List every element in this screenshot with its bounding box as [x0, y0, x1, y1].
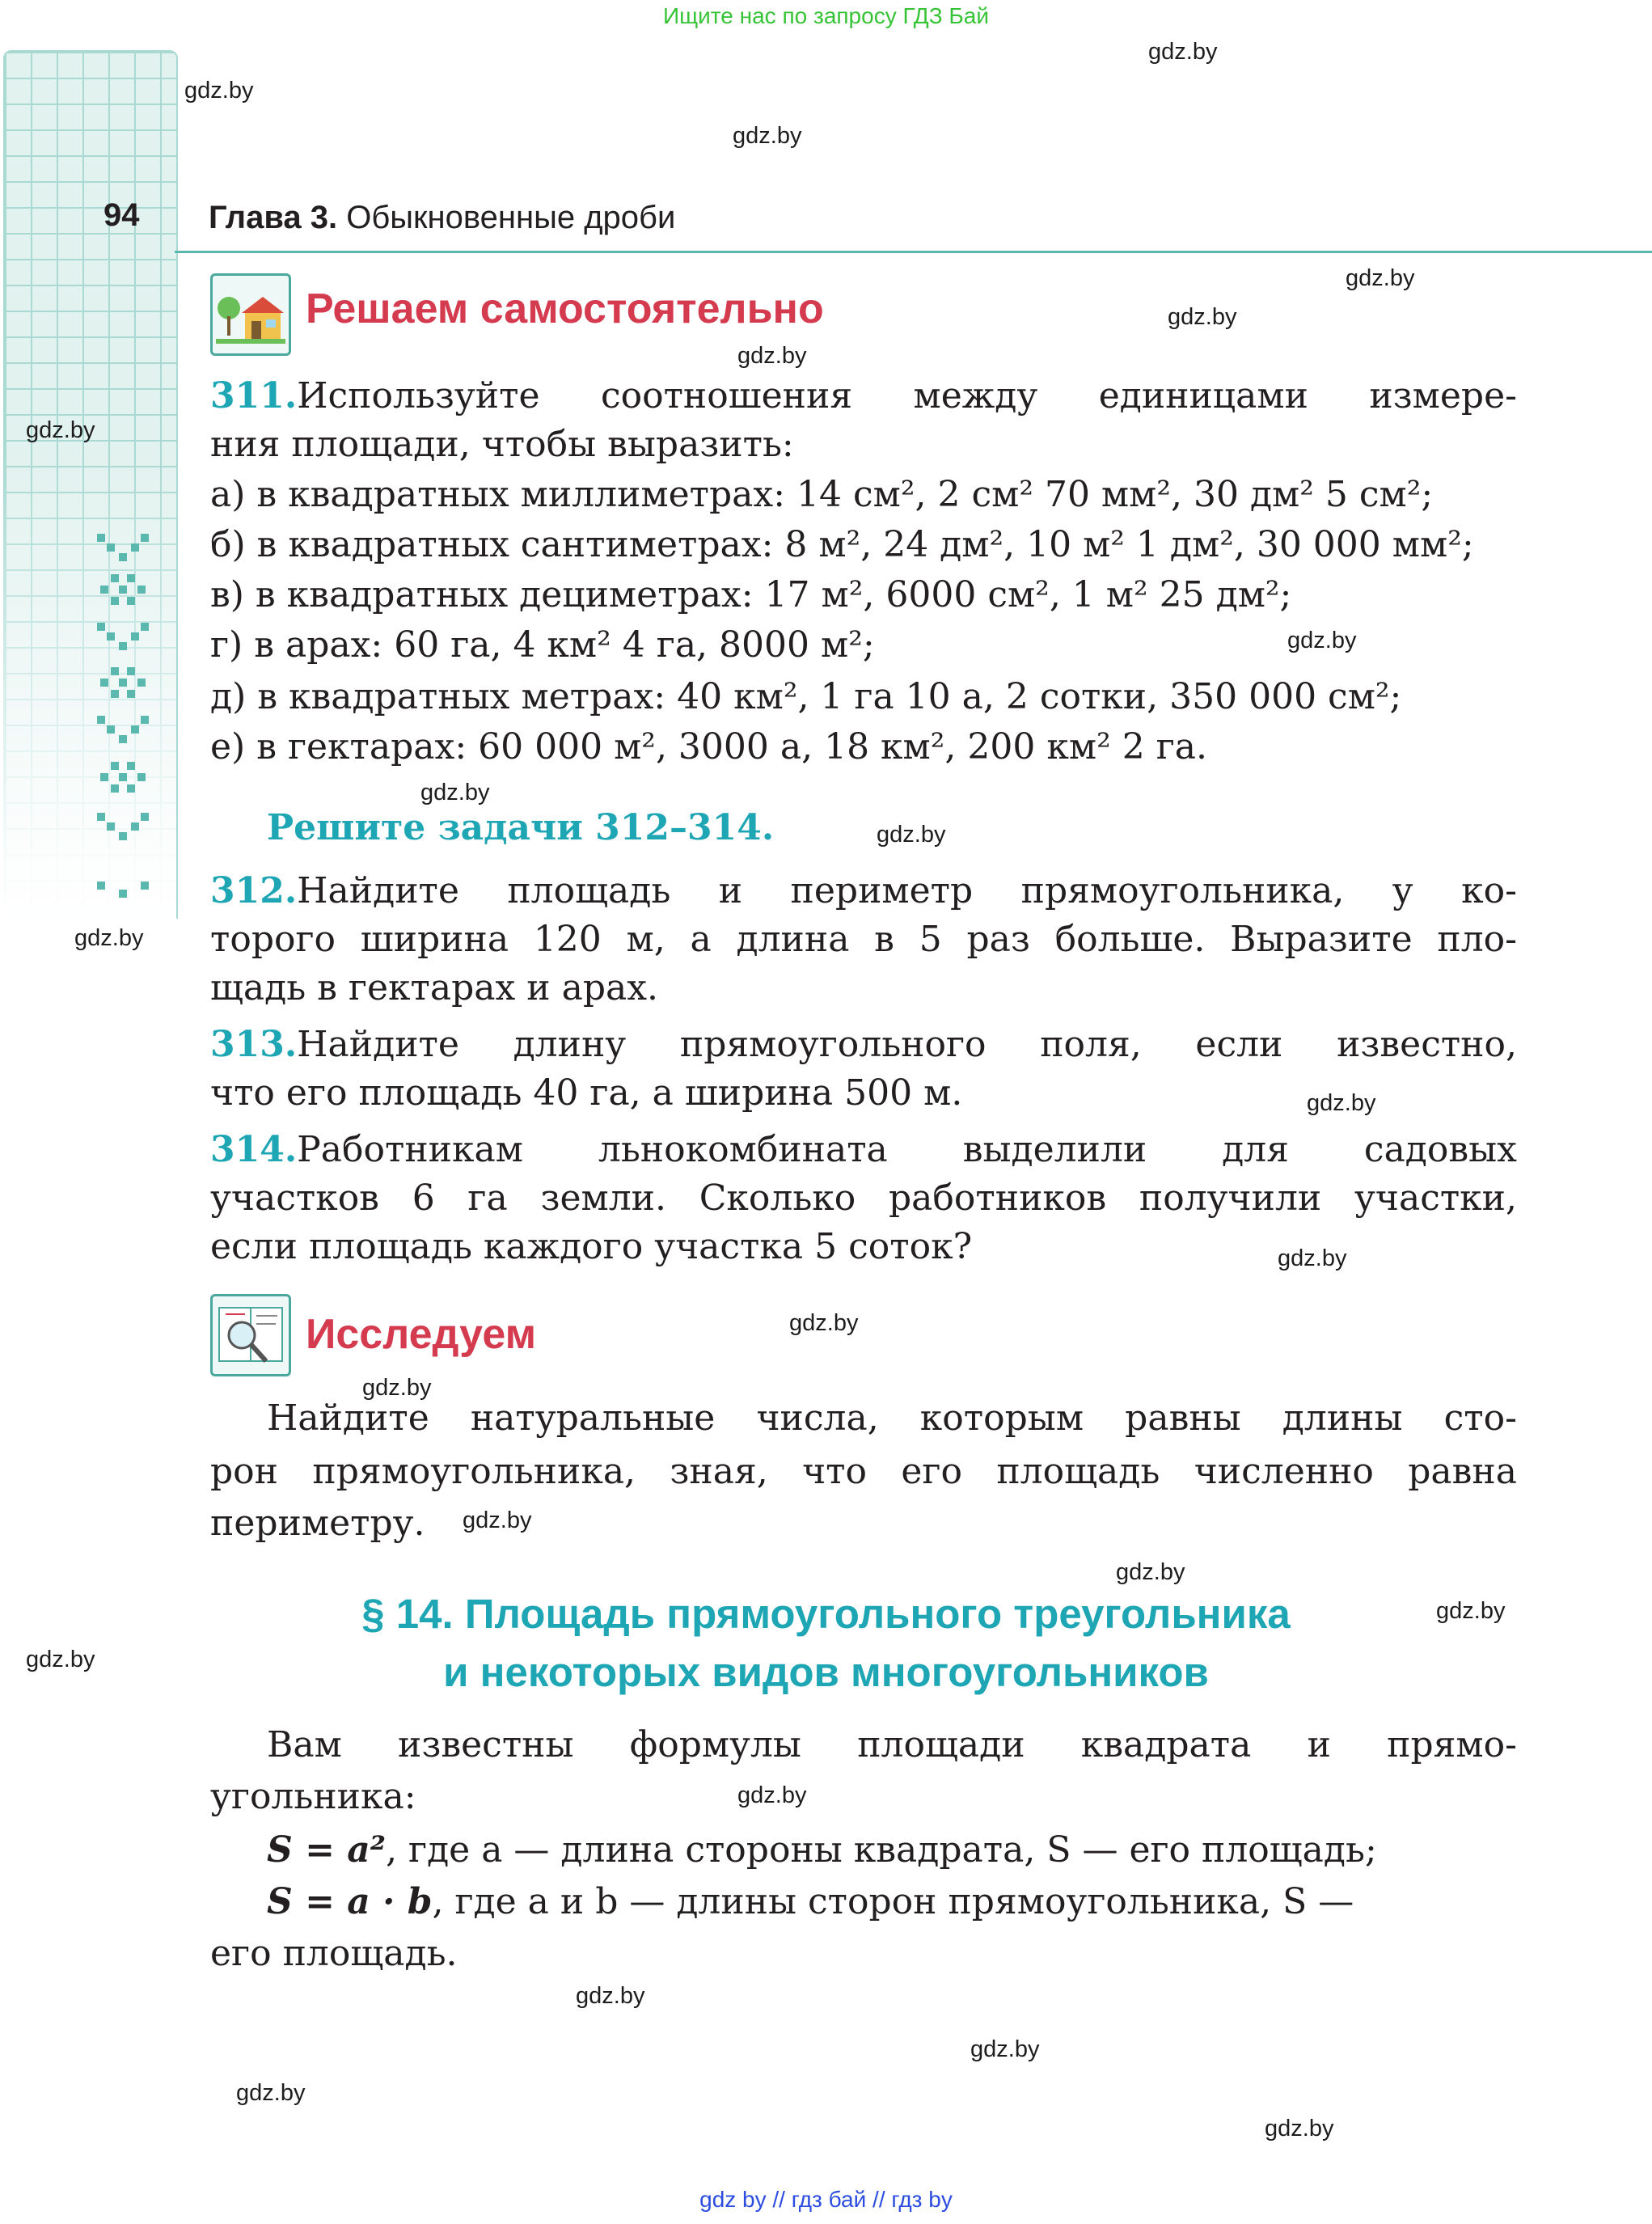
top-banner: Ищите нас по запросу ГДЗ Бай: [662, 3, 990, 28]
task-311-item-f: е) в гектарах: 60 000 м², 3000 а, 18 км², 200 км² 2 га.: [210, 726, 1207, 767]
magnifier-book-icon: [210, 1294, 291, 1376]
formula-square-text: , где a — длина стороны квадрата, S — его площадь;: [386, 1829, 1377, 1871]
watermark: gdz.by: [1307, 1090, 1376, 1116]
research-line-1: Найдите натуральные числа, которым равны длины сто-: [267, 1397, 1517, 1439]
watermark: gdz.by: [1265, 2116, 1334, 2142]
watermark: gdz.by: [1148, 39, 1218, 65]
watermark: gdz.by: [970, 2036, 1040, 2062]
watermark: gdz.by: [184, 78, 254, 104]
task-311-item-d: г) в арах: 60 га, 4 км² 4 га, 8000 м²;: [210, 624, 875, 666]
intro-line-1: Вам известны формулы площади квадрата и прямо-: [267, 1724, 1517, 1765]
formula-rectangle: [267, 1878, 1517, 1926]
watermark: gdz.by: [789, 1310, 859, 1336]
chapter-label: Глава 3.: [209, 200, 338, 235]
task-311-item-a: а) в квадратных миллиметрах: 14 см², 2 см² 70 мм², 30 дм² 5 см²;: [210, 474, 1434, 515]
solve-tasks-heading: Решите задачи 312–314.: [267, 807, 775, 848]
formula-rectangle-text: , где a и b — длины сторон прямоугольника, S —: [432, 1881, 1354, 1922]
research-line-3: периметру.: [210, 1503, 425, 1544]
task-312-text-1: Найдите площадь и периметр прямоугольника, у ко-: [297, 870, 1517, 911]
task-314-line-3: если площадь каждого участка 5 соток?: [210, 1226, 973, 1267]
watermark: gdz.by: [737, 1782, 807, 1808]
watermark: gdz.by: [26, 417, 95, 443]
chapter-title: [209, 200, 675, 236]
task-312-line-1: [210, 867, 1517, 915]
task-314-text-1: Работникам льнокомбината выделили для садовых: [297, 1129, 1517, 1170]
task-311-item-e: д) в квадратных метрах: 40 км², 1 га 10 а, 2 сотки, 350 000 см²;: [210, 676, 1402, 717]
formula-square: [267, 1826, 1517, 1875]
task-311-item-c: в) в квадратных дециметрах: 17 м², 6000 см², 1 м² 25 дм²;: [210, 574, 1292, 615]
watermark: gdz.by: [74, 925, 144, 951]
watermark: gdz.by: [737, 343, 807, 369]
chapter-divider: [175, 251, 1652, 253]
watermark: gdz.by: [1436, 1598, 1506, 1624]
watermark: gdz.by: [236, 2080, 306, 2106]
task-311-number: 311.: [210, 375, 298, 416]
formula-rectangle-expr: S = a · b: [267, 1881, 433, 1922]
task-311-text-1: Используйте соотношения между единицами измере-: [297, 375, 1517, 416]
paragraph-heading-line-2: и некоторых видов многоугольников: [443, 1649, 1209, 1695]
watermark: gdz.by: [1346, 265, 1415, 291]
house-icon: [210, 273, 291, 356]
task-312-line-3: щадь в гектарах и арах.: [210, 967, 659, 1008]
task-312-number: 312.: [210, 870, 298, 911]
watermark: gdz.by: [26, 1647, 95, 1672]
task-314-line-2: участков 6 га земли. Сколько работников получили участки,: [210, 1178, 1517, 1219]
folk-ornament-icon: [91, 534, 155, 906]
chapter-name: Обыкновенные дроби: [346, 200, 676, 235]
research-line-2: рон прямоугольника, зная, что его площадь численно равна: [210, 1451, 1517, 1492]
task-311-line-1: [210, 372, 1517, 421]
task-313-line-2: что его площадь 40 га, а ширина 500 м.: [210, 1072, 963, 1114]
bottom-banner: gdz by // гдз бай // гдз by: [699, 2187, 953, 2212]
watermark: gdz.by: [420, 780, 490, 805]
section-research-title: Исследуем: [306, 1311, 537, 1358]
watermark: gdz.by: [1287, 628, 1357, 653]
paragraph-heading-line-1: § 14. Площадь прямоугольного треугольника: [361, 1591, 1291, 1637]
watermark: gdz.by: [1116, 1559, 1185, 1585]
task-311-item-b: б) в квадратных сантиметрах: 8 м², 24 дм², 10 м² 1 дм², 30 000 мм²;: [210, 524, 1474, 565]
watermark: gdz.by: [362, 1375, 432, 1401]
watermark: gdz.by: [463, 1507, 532, 1533]
task-314-line-1: [210, 1126, 1517, 1174]
formula-rectangle-cont: его площадь.: [210, 1933, 458, 1974]
page-number: 94: [104, 197, 140, 233]
formula-square-expr: S = a²: [267, 1829, 387, 1871]
task-313-line-1: [210, 1021, 1517, 1069]
watermark: gdz.by: [1168, 304, 1237, 330]
task-313-text-1: Найдите длину прямоугольного поля, если известно,: [297, 1024, 1517, 1065]
section-solve-title: Решаем самостоятельно: [306, 285, 824, 332]
watermark: gdz.by: [733, 123, 802, 149]
task-313-number: 313.: [210, 1024, 298, 1065]
watermark: gdz.by: [1278, 1245, 1347, 1271]
watermark: gdz.by: [877, 822, 946, 848]
intro-line-2: угольника:: [210, 1776, 416, 1817]
task-312-line-2: торого ширина 120 м, а длина в 5 раз больше. Выразите пло-: [210, 919, 1517, 960]
task-311-line-2: ния площади, чтобы выразить:: [210, 424, 794, 465]
watermark: gdz.by: [576, 1983, 645, 2009]
task-314-number: 314.: [210, 1129, 298, 1170]
